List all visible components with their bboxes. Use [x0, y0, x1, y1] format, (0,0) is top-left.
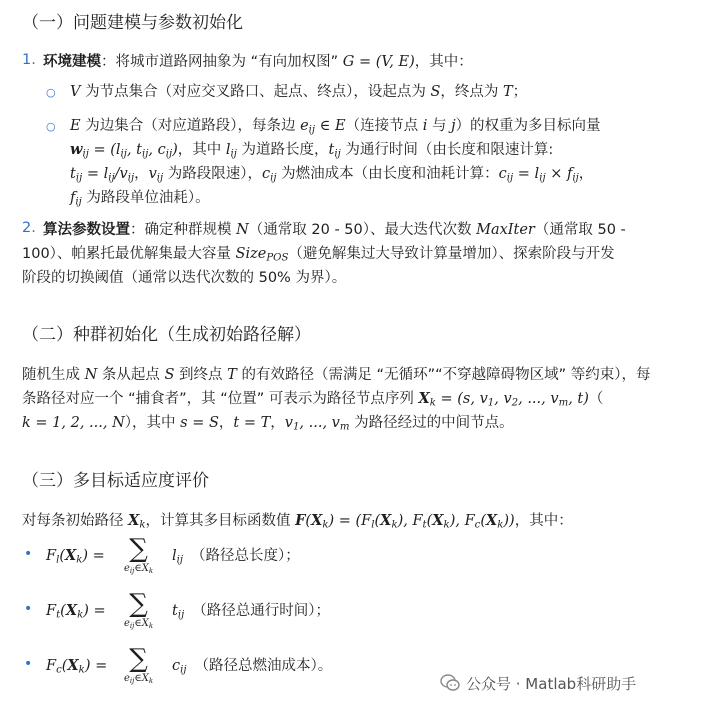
circle-bullet-2: ○: [46, 120, 56, 133]
sub1-line: [70, 82, 527, 102]
sub1-text3: ；: [512, 84, 528, 100]
sub1-text2: ，终点为: [440, 84, 503, 100]
item2-line1: 算法参数设置：确定种群规模 N（通常取 20 - 50）、最大迭代次数 MaxIter（通常取 50 -: [43, 222, 626, 238]
item2-title: 算法参数设置: [43, 222, 130, 238]
item1-tail: ，其中：: [414, 54, 473, 70]
sub2-text4: ）的权重为多目标向量: [455, 118, 601, 134]
wechat-icon: [440, 673, 460, 693]
var-T: T: [503, 84, 513, 100]
para2-line3: k = 1, 2, ..., N），其中 s = S，t = T，$v_1$, ..., $v_m$ 为路径经过的中间节点。: [22, 415, 514, 433]
sub1-text1: 为节点集合（对应交叉路口、起点、终点），设起点为: [80, 84, 431, 100]
list-number-2: 2.: [22, 220, 36, 236]
item2-line3: 阶段的切换阈值（通常以迭代次数的 50% 为界）。: [22, 270, 347, 286]
bullet-dot-1: •: [24, 546, 33, 562]
sub2-line4: $f_{ij}$ 为路段单位油耗）。: [70, 190, 210, 208]
section-title-2: （二）种群初始化（生成初始路径解）: [22, 325, 311, 345]
bullet-dot-2: •: [24, 601, 33, 617]
bullet-dot-3: •: [24, 656, 33, 672]
var-S: S: [430, 84, 441, 100]
item1-line: [43, 52, 473, 72]
item1-text: ：将城市道路网抽象为 “有向加权图”: [101, 54, 343, 70]
para2-line2: 条路径对应一个 “捕食者”，其 “位置” 可表示为路径节点序列 $X_k = (s$, $v_1$, $v_2$, ..., $v_m$, t)（: [22, 390, 604, 409]
sub2-text1: 为边集合（对应道路段），每条边: [80, 118, 301, 134]
formula-1-rhs: $l_{ij}$ （路径总长度）；: [172, 548, 300, 566]
sub2-line3: $t_{ij} = l_{ij}/v_{ij}$，$v_{ij}$ 为路段限速），$c_{ij}$ 为燃油成本（由长度和油耗计算：$c_{ij} = l_{ij} \times f_{ij}$，: [70, 166, 594, 184]
edge-eij: $e_{ij}$ ∈ E: [300, 118, 346, 136]
sub2-text3: 与: [427, 118, 452, 134]
para3-line: 对每条初始路径 $X_k$，计算其多目标函数值 $F(X_k) = (F_l(X_k)$, $F_t(X_k)$, $F_c(X_k)$)，其中：: [22, 512, 573, 531]
item1-title: 环境建模: [43, 54, 101, 70]
sigma-1: ∑ $e_{ij}\in X_k$: [124, 534, 154, 575]
para2-line1: 随机生成 N 条从起点 S 到终点 T 的有效路径（需满足 “无循环”“不穿越障碍物区域” 等约束），每: [22, 367, 651, 383]
circle-bullet-1: ○: [46, 86, 56, 99]
formula-2-rhs: $t_{ij}$ （路径总通行时间）；: [172, 603, 330, 621]
formula-3-rhs: $c_{ij}$ （路径总燃油成本）。: [172, 658, 333, 676]
graph-formula: G = (V, E): [342, 54, 415, 70]
var-V: V: [70, 84, 81, 100]
section-title-3: （三）多目标适应度评价: [22, 471, 209, 491]
var-i: i: [422, 118, 428, 134]
weight-vector: w: [70, 141, 83, 158]
var-j: j: [451, 118, 456, 134]
sub2-line1: [70, 116, 601, 136]
watermark: 公众号 · Matlab科研助手: [440, 673, 636, 694]
sigma-3: ∑ $e_{ij}\in X_k$: [124, 644, 154, 685]
item2-line2: 100）、帕累托最优解集最大容量 Size$_{POS}$（避免解集过大导致计算量增加）、探索阶段与开发: [22, 246, 615, 264]
section-title-1: （一）问题建模与参数初始化: [22, 13, 243, 33]
sub2-line2: $w_{ij} = (l_{ij}$, $t_{ij}$, $c_{ij}$)，其中 $l_{ij}$ 为道路长度，$t_{ij}$ 为通行时间（由长度和限速计算:: [70, 141, 554, 160]
formula-3-lhs: $F_c(X_k)$ =: [46, 657, 108, 676]
var-E: E: [70, 118, 81, 134]
list-number-1: 1.: [22, 52, 36, 68]
sub2-text2: （连接节点: [345, 118, 423, 134]
formula-2-lhs: $F_t(X_k)$ =: [46, 602, 106, 621]
sigma-2: ∑ $e_{ij}\in X_k$: [124, 589, 154, 630]
formula-1-lhs: $F_l(X_k)$ =: [46, 547, 105, 566]
